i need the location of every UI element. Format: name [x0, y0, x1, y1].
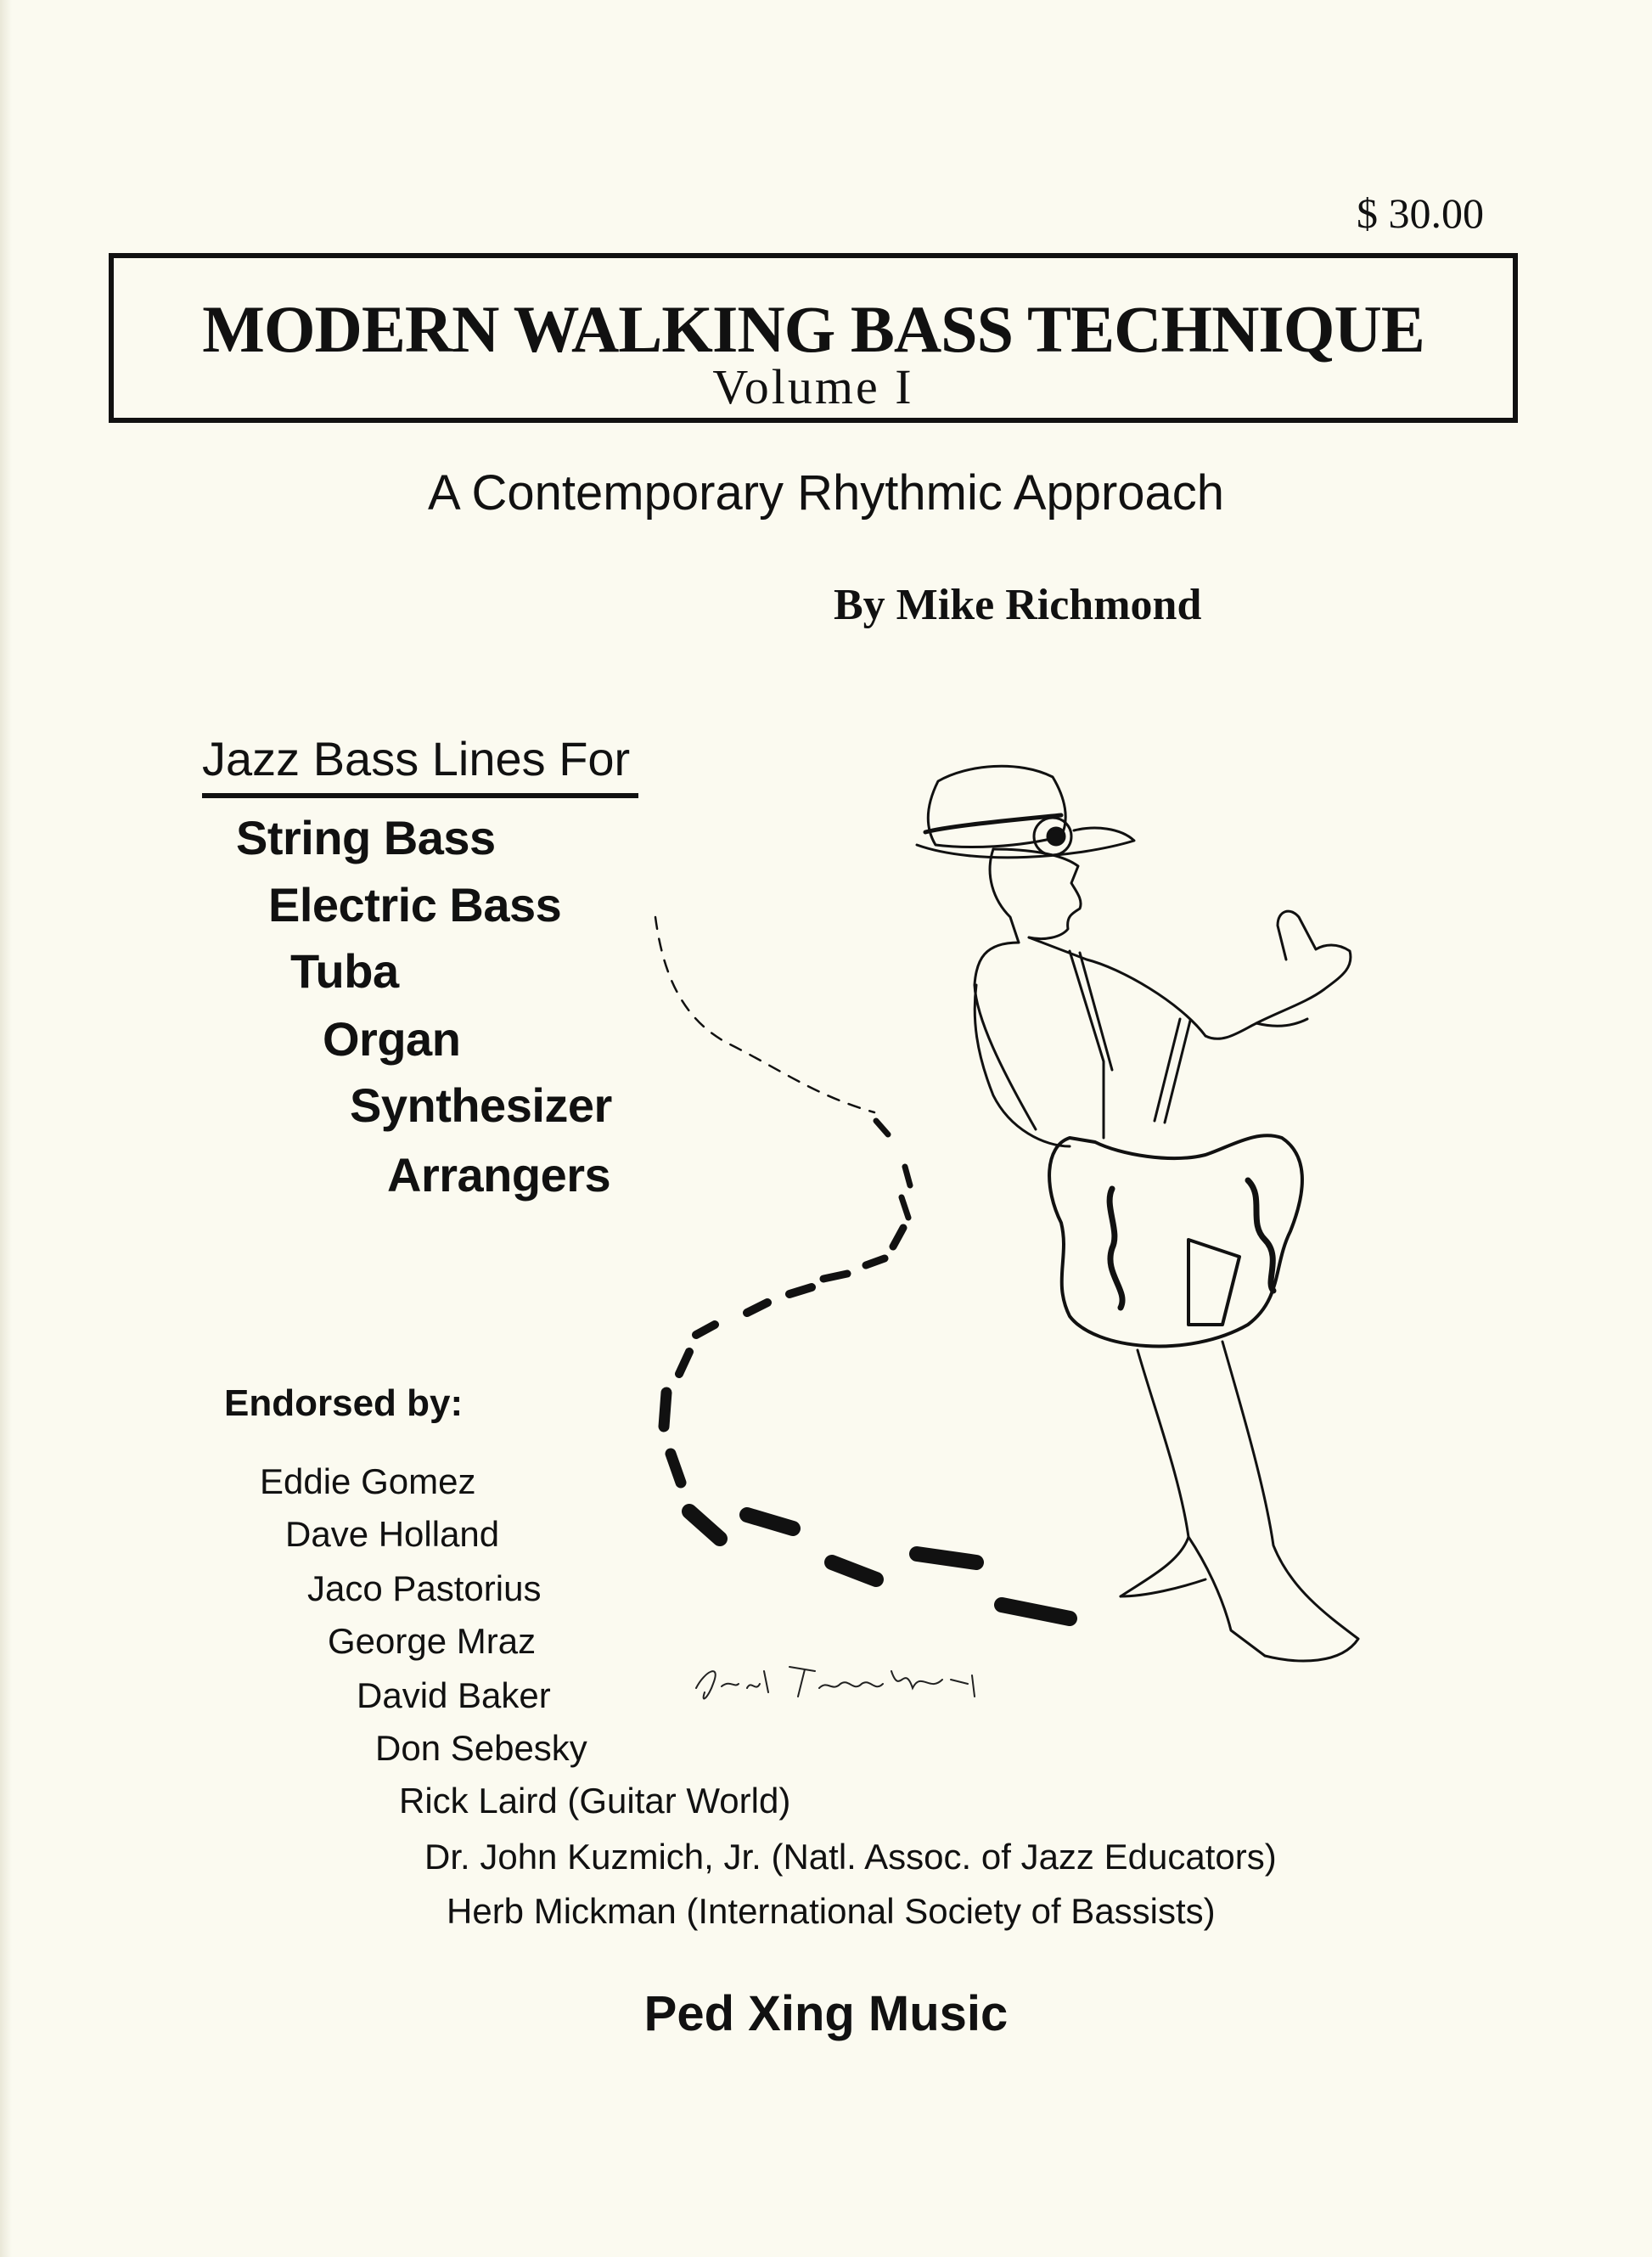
endorser-name: David Baker [357, 1675, 551, 1715]
endorser-name: Don Sebesky [375, 1728, 587, 1768]
instrument-item: String Bass [236, 811, 496, 864]
price-label: $ 30.00 [1357, 189, 1484, 237]
author-credit: By Mike Richmond [834, 581, 1202, 629]
endorser-name: Jaco Pastorius [307, 1568, 542, 1608]
endorser-name: Rick Laird (Guitar World) [399, 1781, 791, 1821]
publisher-name: Ped Xing Music [643, 1986, 1009, 2041]
endorser-name: George Mraz [328, 1621, 537, 1661]
subtitle: A Contemporary Rhythmic Approach [427, 465, 1225, 521]
instrument-item: Synthesizer [350, 1078, 612, 1132]
instrument-item: Organ [323, 1012, 461, 1066]
hat [917, 766, 1134, 858]
endorser-name: Dave Holland [285, 1514, 500, 1554]
endorser-name: Dr. John Kuzmich, Jr. (Natl. Assoc. of Jazz Educators) [424, 1837, 1277, 1877]
title-box [109, 253, 1518, 423]
instrument-item: Arrangers [387, 1148, 611, 1202]
volume-label: Volume I [712, 359, 914, 414]
instrument-item: Tuba [290, 944, 399, 998]
legs [1121, 1342, 1358, 1661]
artist-signature [688, 1646, 993, 1722]
endorsed-heading: Endorsed by: [224, 1382, 464, 1424]
face [990, 818, 1081, 943]
book-title: MODERN WALKING BASS TECHNIQUE [202, 292, 1424, 366]
torso [975, 911, 1351, 1146]
endorser-name: Eddie Gomez [260, 1461, 476, 1501]
instrument-item: Electric Bass [268, 878, 562, 932]
bass-body [1049, 1019, 1302, 1346]
endorser-name: Herb Mickman (International Society of Bassists) [447, 1891, 1216, 1931]
paper-edge [0, 0, 12, 2257]
bassist-illustration [594, 730, 1443, 1732]
walking-trail [655, 917, 1070, 1618]
bass-lines-heading: Jazz Bass Lines For [202, 732, 638, 798]
